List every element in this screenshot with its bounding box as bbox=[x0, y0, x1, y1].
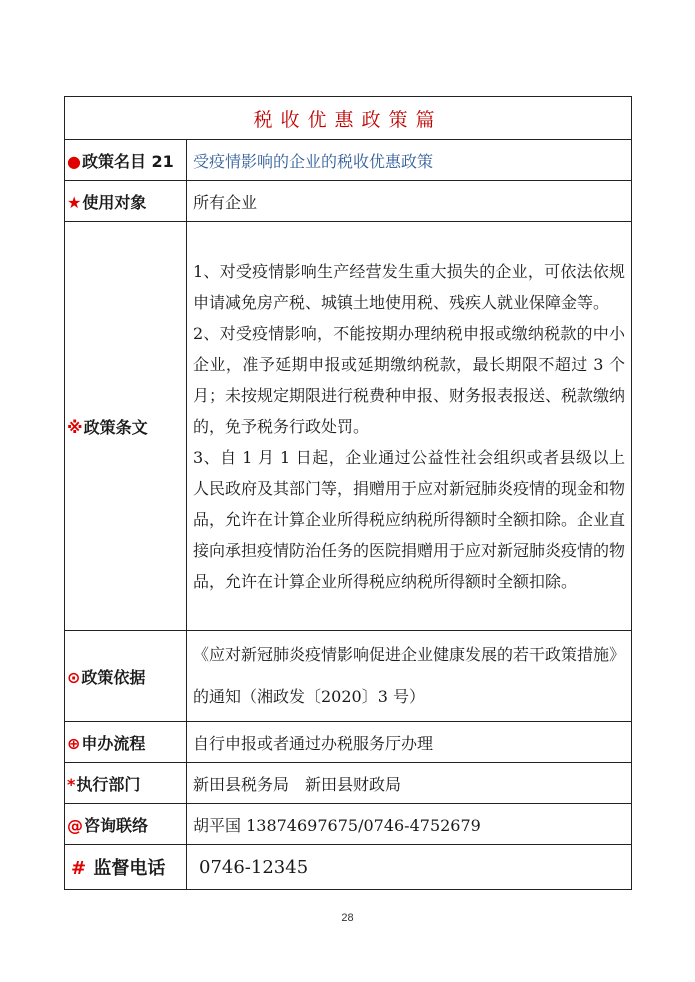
at-sign-icon: @ bbox=[67, 815, 83, 835]
target-value: 所有企业 bbox=[187, 181, 632, 222]
policy-name-label: 政策名目 21 bbox=[81, 151, 174, 171]
phone-value: 0746-12345 bbox=[187, 845, 632, 890]
hash-icon: # bbox=[71, 858, 87, 879]
basis-value: 《应对新冠肺炎疫情影响促进企业健康发展的若干政策措施》的通知（湘政发〔2020〕3 号） bbox=[193, 645, 626, 706]
contact-label: 咨询联络 bbox=[84, 815, 149, 835]
process-label-cell bbox=[65, 722, 187, 763]
contact-label-cell bbox=[65, 804, 187, 845]
basis-label-cell bbox=[65, 631, 187, 722]
reference-mark-icon: ※ bbox=[67, 417, 83, 437]
table-title: 税收优惠政策篇 bbox=[65, 97, 632, 140]
process-label: 申办流程 bbox=[81, 733, 146, 753]
phone-label-cell bbox=[65, 845, 187, 890]
process-value: 自行申报或者通过办税服务厅办理 bbox=[187, 722, 632, 763]
title-row bbox=[65, 97, 632, 140]
circled-dot-icon: ⊙ bbox=[67, 667, 81, 687]
target-row bbox=[65, 181, 632, 222]
policy-paragraph-2: 2、对受疫情影响，不能按期办理纳税申报或缴纳税款的中小企业，准予延期申报或延期缴纳税款，最长期限不超过 3 个月；未按规定期限进行税费种申报、财务报表报送、税款缴纳的，免予税务行政处罚。 bbox=[193, 323, 626, 436]
circled-plus-icon: ⊕ bbox=[67, 733, 81, 753]
phone-label: 监督电话 bbox=[87, 858, 166, 879]
contact-value: 胡平国 13874697675/0746-4752679 bbox=[187, 804, 632, 845]
policy-name-row bbox=[65, 140, 632, 181]
asterisk-icon: * bbox=[67, 774, 76, 794]
policy-text-label: 政策条文 bbox=[83, 417, 148, 437]
policy-name-label-cell bbox=[65, 140, 187, 181]
star-icon: ★ bbox=[67, 192, 82, 212]
process-row bbox=[65, 722, 632, 763]
target-label-cell bbox=[65, 181, 187, 222]
phone-row bbox=[65, 845, 632, 890]
dept-row bbox=[65, 763, 632, 804]
dept-label: 执行部门 bbox=[76, 774, 141, 794]
policy-paragraph-1: 1、对受疫情影响生产经营发生重大损失的企业，可依法依规申请减免房产税、城镇土地使用税、残疾人就业保障金等。 bbox=[193, 261, 625, 312]
basis-value-cell bbox=[187, 631, 632, 722]
target-label: 使用对象 bbox=[82, 192, 147, 212]
policy-text-label-cell bbox=[65, 222, 187, 631]
basis-label: 政策依据 bbox=[81, 667, 146, 687]
dept-label-cell bbox=[65, 763, 187, 804]
policy-name-value: 受疫情影响的企业的税收优惠政策 bbox=[187, 140, 632, 181]
policy-table bbox=[64, 96, 632, 890]
bullet-dot-icon: ● bbox=[67, 151, 81, 171]
policy-text-row bbox=[65, 222, 632, 631]
contact-row bbox=[65, 804, 632, 845]
page-number: 28 bbox=[341, 912, 354, 924]
basis-row bbox=[65, 631, 632, 722]
policy-text-content bbox=[187, 222, 632, 631]
dept-value: 新田县税务局 新田县财政局 bbox=[187, 763, 632, 804]
policy-paragraph-3: 3、自 1 月 1 日起，企业通过公益性社会组织或者县级以上人民政府及其部门等，捐赠用于应对新冠肺炎疫情的现金和物品，允许在计算企业所得税应纳税所得额时全额扣除。企业直接向承担疫情防治任务的医院捐赠用于应对新冠肺炎疫情的物品，允许在计算企业所得税应纳税所得额时全额扣除。 bbox=[193, 447, 626, 591]
